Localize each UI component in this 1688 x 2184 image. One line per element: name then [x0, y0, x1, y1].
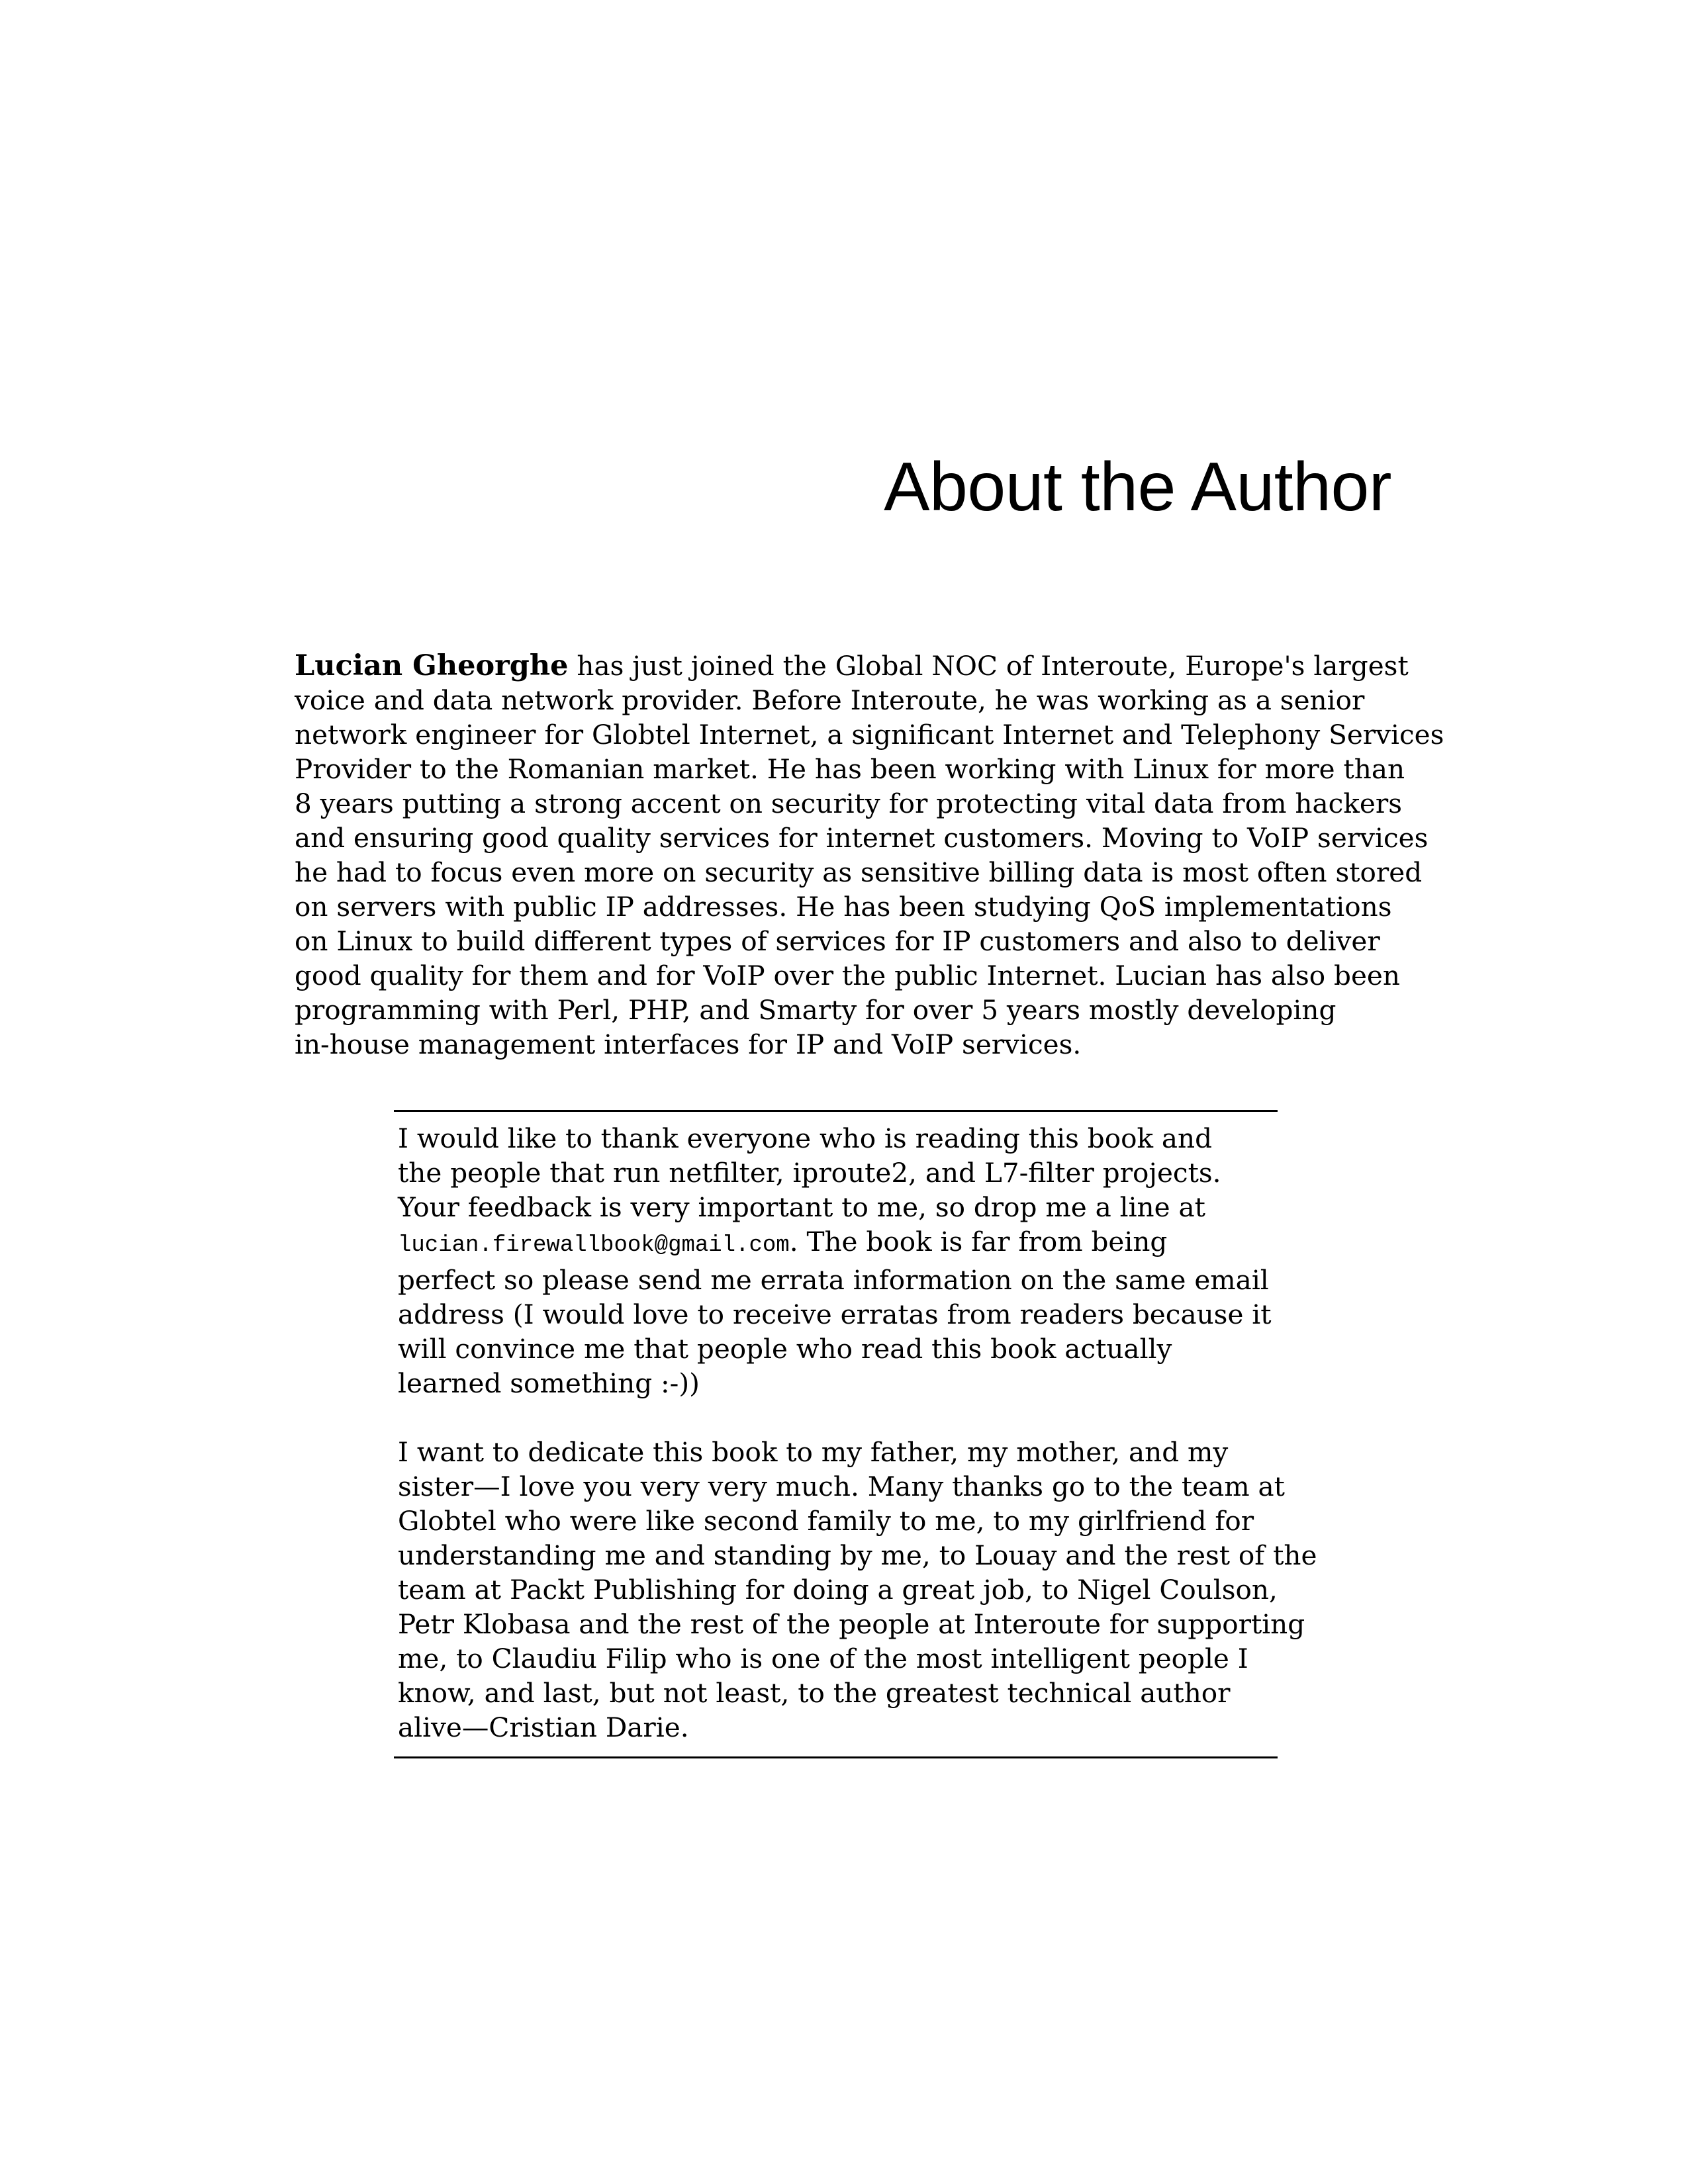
author-name: Lucian Gheorghe [295, 649, 569, 682]
bio-line: 8 years putting a strong accent on security for protecting vital data from hackers [295, 788, 1402, 819]
bio-line: and ensuring good quality services for internet customers. Moving to VoIP services [295, 822, 1429, 854]
dedication-line: Globtel who were like second family to me, to my girlfriend for [398, 1505, 1254, 1537]
bio-first-line-text: has just joined the Global NOC of Interoute, Europe's largest [568, 650, 1409, 682]
bio-line: programming with Perl, PHP, and Smarty for over 5 years mostly developing [295, 994, 1336, 1026]
thanks-line: address (I would love to receive erratas from readers because it [398, 1298, 1272, 1330]
author-email: lucian.firewallbook@gmail.com [398, 1233, 790, 1258]
dedication-paragraph [398, 1435, 1317, 1745]
page-title: About the Author [884, 449, 1391, 525]
bio-line: network engineer for Globtel Internet, a significant Internet and Telephony Services [295, 719, 1444, 751]
thanks-paragraph [398, 1121, 1278, 1400]
thanks-line [398, 1224, 1278, 1263]
dedication-line: know, and last, but not least, to the greatest technical author [398, 1677, 1231, 1709]
thanks-line: will convince me that people who read this book actually [398, 1333, 1172, 1365]
dedication-line: I want to dedicate this book to my father, my mother, and my [398, 1436, 1229, 1468]
bio-line: good quality for them and for VoIP over the public Internet. Lucian has also been [295, 960, 1400, 991]
bio-line: he had to focus even more on security as sensitive billing data is most often stored [295, 856, 1423, 888]
acknowledgements-box [394, 1110, 1317, 1758]
dedication-line: alive—Cristian Darie. [398, 1711, 689, 1743]
thanks-line: learned something :-)) [398, 1367, 700, 1399]
bio-line: voice and data network provider. Before Interoute, he was working as a senior [295, 684, 1365, 716]
bio-line: on servers with public IP addresses. He has been studying QoS implementations [295, 891, 1392, 923]
dedication-line: team at Packt Publishing for doing a great job, to Nigel Coulson, [398, 1574, 1278, 1606]
bio-line [295, 649, 1409, 683]
dedication-line: understanding me and standing by me, to Louay and the rest of the [398, 1539, 1317, 1571]
bio-line: Provider to the Romanian market. He has been working with Linux for more than [295, 753, 1405, 785]
dedication-line: me, to Claudiu Filip who is one of the most intelligent people I [398, 1643, 1248, 1674]
thanks-line: the people that run netfilter, iproute2, and L7-filter projects. [398, 1157, 1221, 1189]
dedication-line: sister—I love you very very much. Many thanks go to the team at [398, 1471, 1285, 1502]
thanks-line: I would like to thank everyone who is reading this book and [398, 1122, 1213, 1154]
bio-line: in-house management interfaces for IP and VoIP services. [295, 1028, 1082, 1060]
thanks-line: Your feedback is very important to me, so drop me a line at [398, 1191, 1205, 1223]
thanks-line-text: . The book is far from being [789, 1226, 1168, 1257]
author-bio [295, 649, 1444, 1062]
bio-line: on Linux to build different types of services for IP customers and also to deliver [295, 925, 1380, 957]
thanks-line: perfect so please send me errata information on the same email [398, 1264, 1269, 1296]
dedication-line: Petr Klobasa and the rest of the people at Interoute for supporting [398, 1608, 1305, 1640]
